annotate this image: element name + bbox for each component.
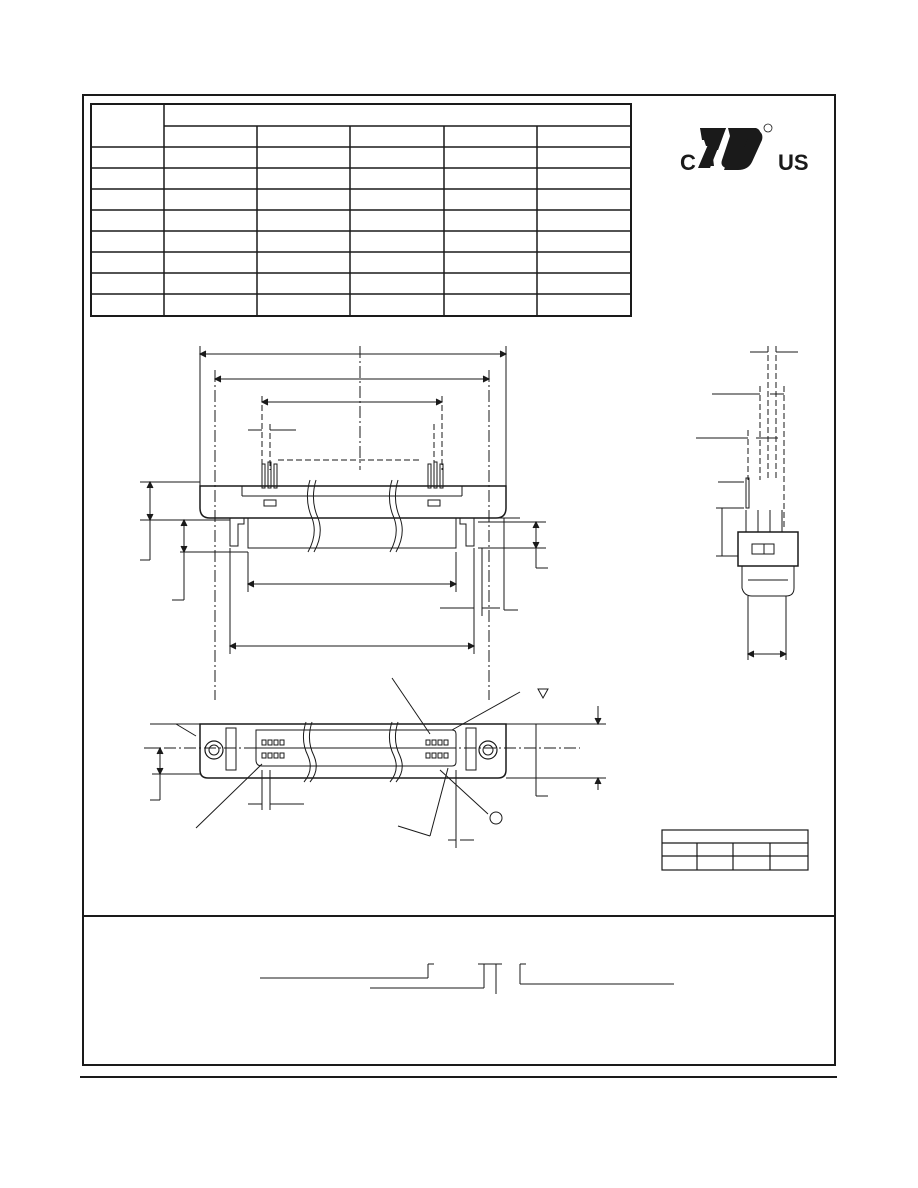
small-table [662,830,808,870]
front-view [140,346,548,700]
logo-right-text: US [778,150,809,175]
logo-left-text: C [680,150,696,175]
ul-recognized-mark-icon [698,124,772,170]
part-number-section [82,916,836,994]
bottom-view [144,678,606,848]
side-view [696,346,798,660]
dimension-table [91,104,631,316]
